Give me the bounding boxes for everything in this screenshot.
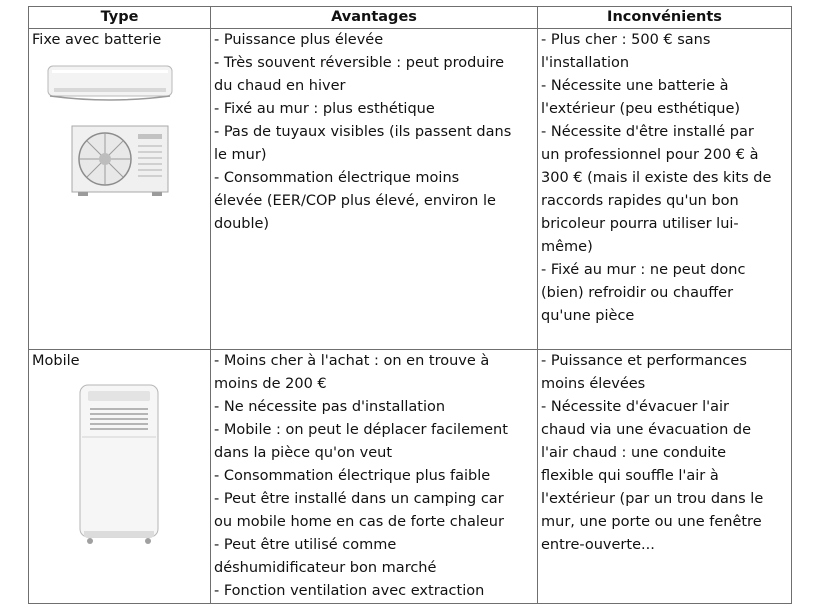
avantage-line: double) — [214, 216, 270, 232]
inconvenient-line: - Fixé au mur : ne peut donc — [541, 262, 746, 278]
inconvenient-line: (bien) refroidir ou chauffer — [541, 285, 734, 301]
inconvenient-line: bricoleur pourra utiliser lui- — [541, 216, 739, 232]
inconvenient-line: - Nécessite d'être installé par — [541, 124, 754, 140]
avantage-line: - Consommation électrique plus faible — [214, 468, 491, 484]
avantage-line: - Peut être installé dans un camping car — [214, 491, 504, 507]
avantage-line: - Peut être utilisé comme — [214, 537, 397, 553]
inconvenient-line: l'extérieur (peu esthétique) — [541, 101, 741, 117]
inconvenient-line: même) — [541, 239, 593, 255]
avantage-line: - Fixé au mur : plus esthétique — [214, 101, 435, 117]
avantage-line: moins de 200 € — [214, 376, 327, 392]
inconvenient-line: raccords rapides qu'un bon — [541, 193, 739, 209]
split-air-conditioner-image — [32, 60, 208, 210]
avantage-line: - Consommation électrique moins — [214, 170, 460, 186]
header-type: Type — [29, 7, 211, 29]
inconvenient-line: entre-ouverte... — [541, 537, 655, 553]
type-label: Mobile — [32, 353, 80, 369]
avantage-line: - Mobile : on peut le déplacer facilement — [214, 422, 508, 438]
inconvenient-line: moins élevées — [541, 376, 646, 392]
inconvenient-line: - Nécessite d'évacuer l'air — [541, 399, 729, 415]
inconvenient-line: qu'une pièce — [541, 308, 635, 324]
type-cell — [29, 350, 211, 604]
inconvenients-cell — [538, 29, 792, 350]
avantage-line: - Fonction ventilation avec extraction — [214, 583, 485, 599]
avantage-line: - Très souvent réversible : peut produire — [214, 55, 505, 71]
avantage-line: - Pas de tuyaux visibles (ils passent dans — [214, 124, 512, 140]
inconvenient-line: l'air chaud : une conduite — [541, 445, 727, 461]
inconvenient-line: flexible qui souffle l'air à — [541, 468, 719, 484]
table-row — [29, 29, 792, 350]
avantage-line: ou mobile home en cas de forte chaleur — [214, 514, 504, 530]
portable-air-conditioner-image — [32, 381, 208, 551]
header-row — [29, 7, 792, 29]
avantage-line: - Moins cher à l'achat : on en trouve à — [214, 353, 490, 369]
avantages-cell — [211, 350, 538, 604]
inconvenient-line: l'installation — [541, 55, 630, 71]
type-label: Fixe avec batterie — [32, 32, 162, 48]
inconvenient-line: - Plus cher : 500 € sans — [541, 32, 711, 48]
inconvenient-line: chaud via une évacuation de — [541, 422, 752, 438]
header-avantages: Avantages — [211, 7, 538, 29]
avantage-line: - Puissance plus élevée — [214, 32, 384, 48]
type-cell — [29, 29, 211, 350]
avantage-line: dans la pièce qu'on veut — [214, 445, 393, 461]
avantage-line: du chaud en hiver — [214, 78, 346, 94]
inconvenient-line: un professionnel pour 200 € à — [541, 147, 759, 163]
inconvenient-line: mur, une porte ou une fenêtre — [541, 514, 762, 530]
avantages-cell — [211, 29, 538, 350]
avantage-line: élevée (EER/COP plus élevé, environ le — [214, 193, 496, 209]
avantage-line: - Ne nécessite pas d'installation — [214, 399, 446, 415]
inconvenient-line: l'extérieur (par un trou dans le — [541, 491, 764, 507]
avantage-line: déshumidificateur bon marché — [214, 560, 437, 576]
table-row — [29, 350, 792, 604]
inconvenient-line: 300 € (mais il existe des kits de — [541, 170, 772, 186]
inconvenient-line: - Nécessite une batterie à — [541, 78, 729, 94]
header-inconvenients: Inconvénients — [538, 7, 792, 29]
inconvenient-line: - Puissance et performances — [541, 353, 747, 369]
comparison-table — [28, 6, 792, 604]
avantage-line: le mur) — [214, 147, 267, 163]
inconvenients-cell — [538, 350, 792, 604]
